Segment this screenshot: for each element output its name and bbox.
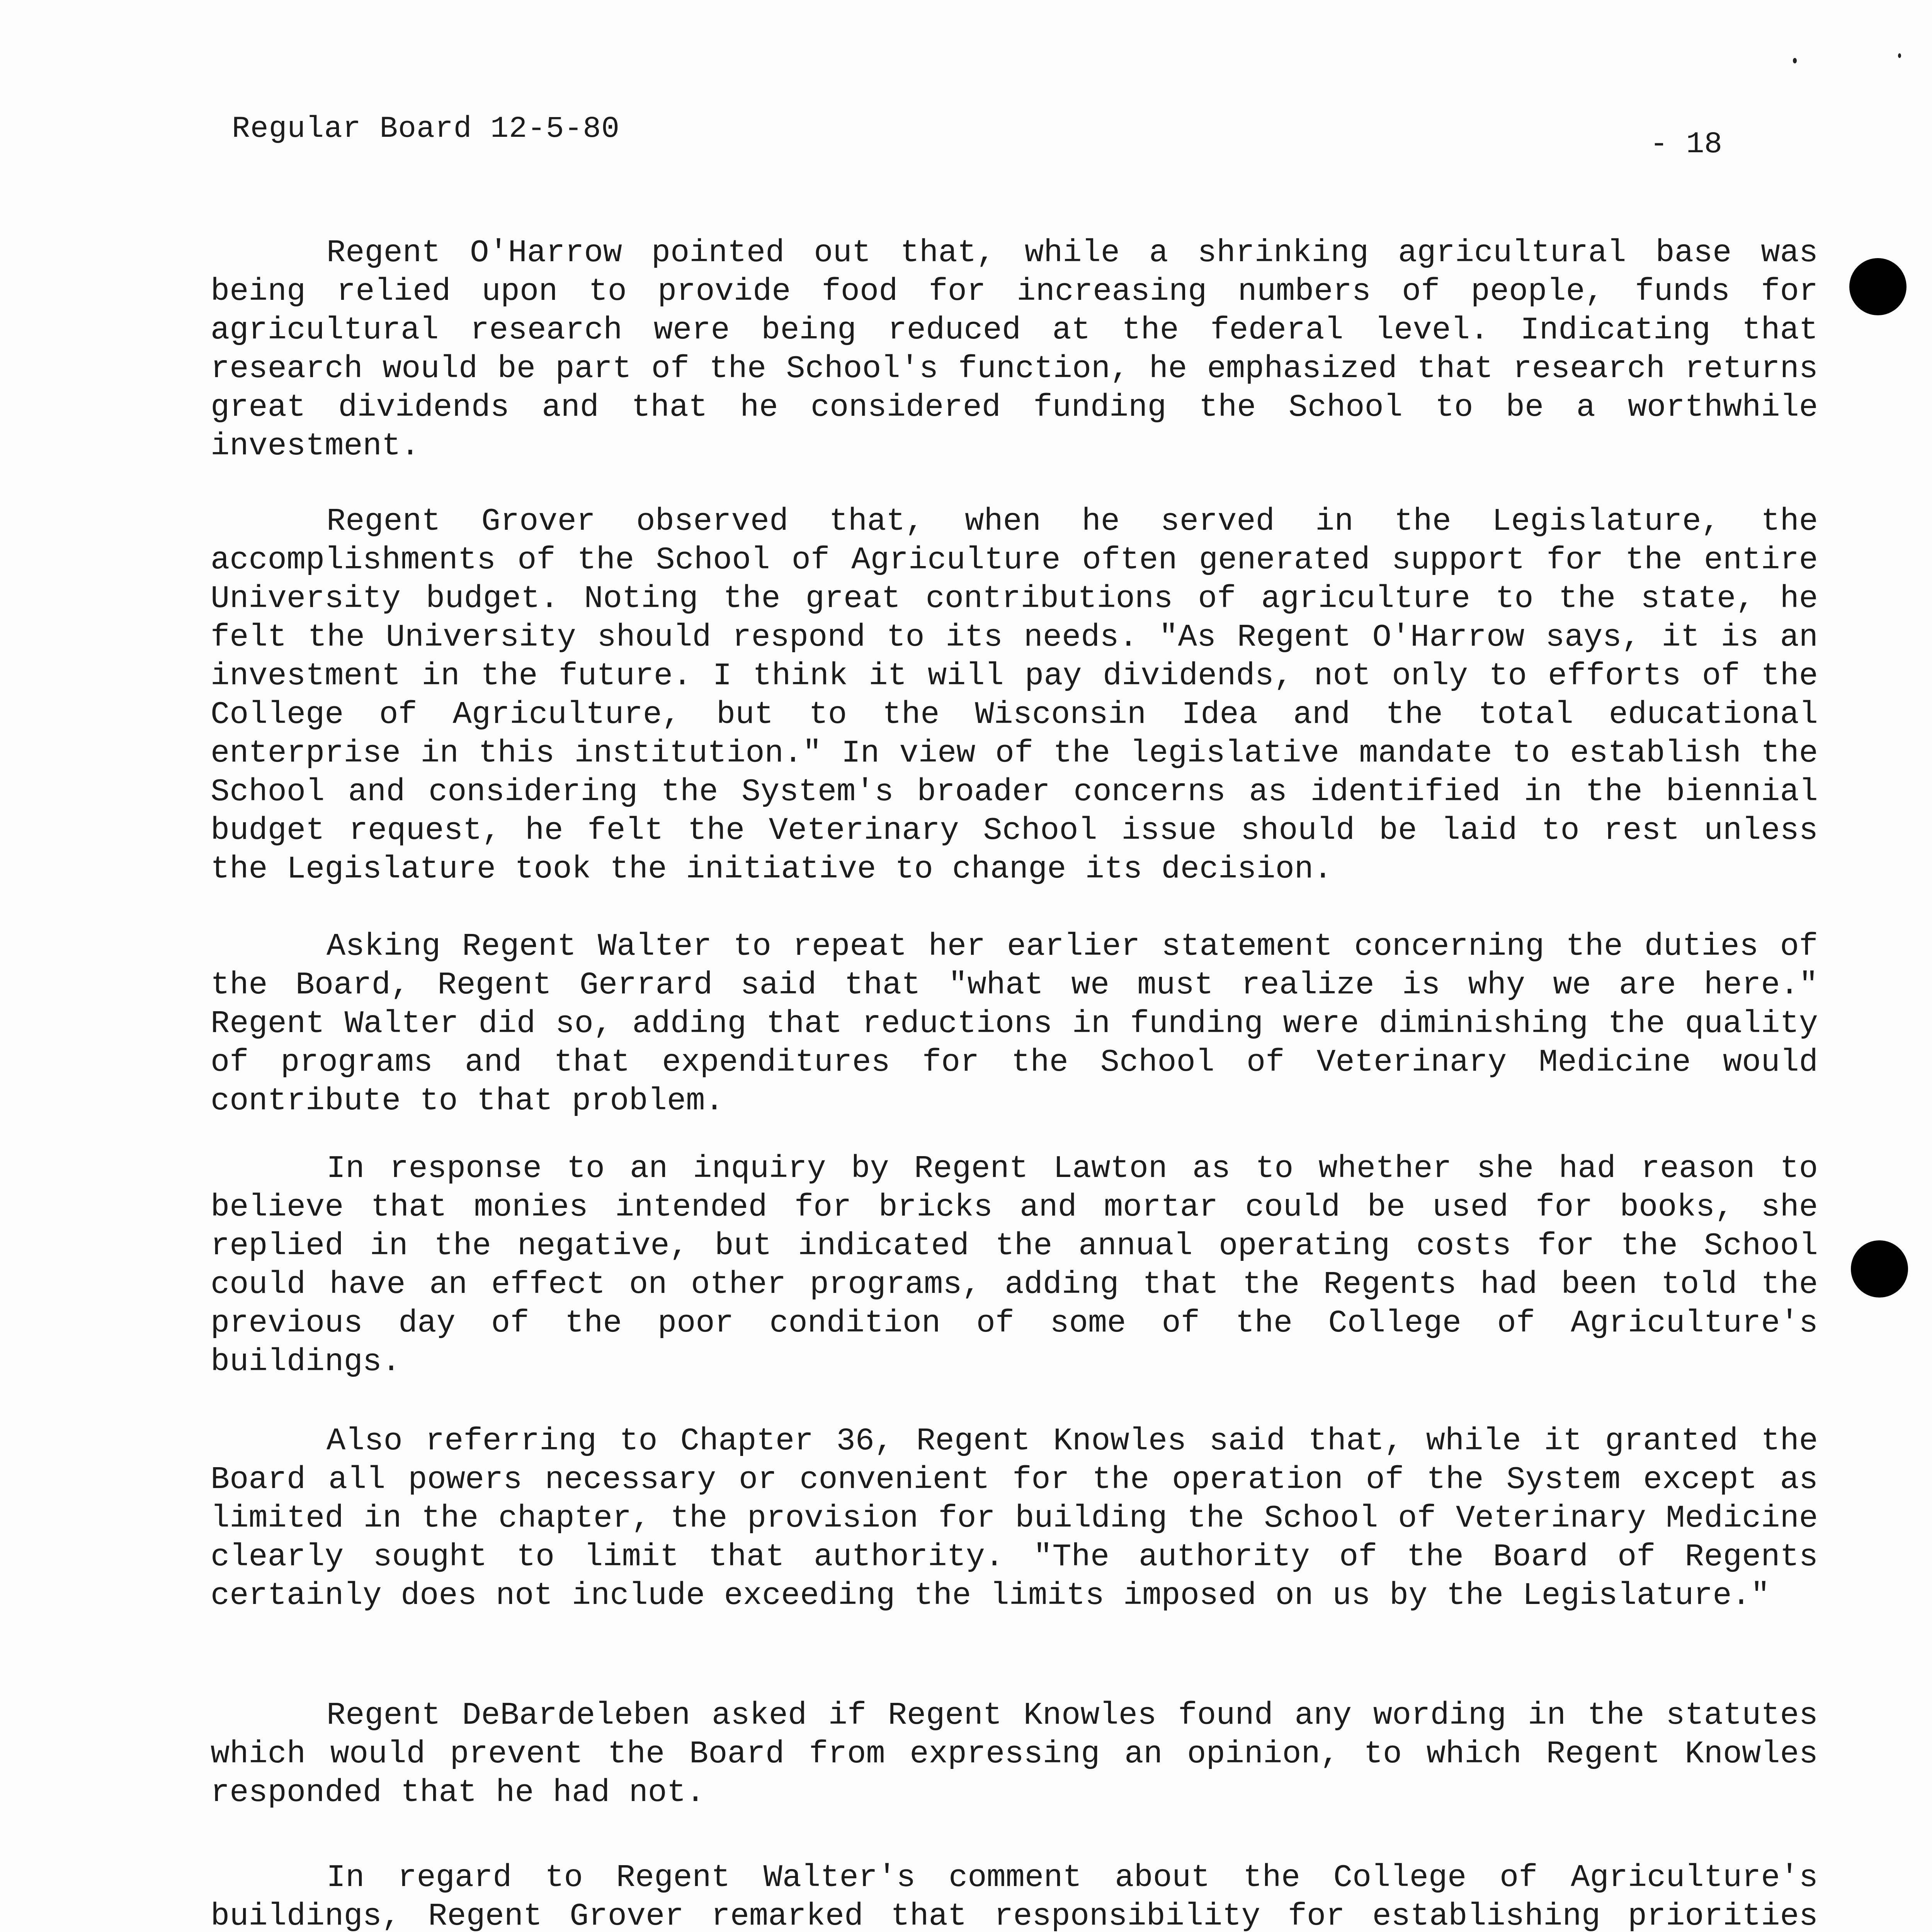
paragraph-3: Asking Regent Walter to repeat her earlier statement concerning the duties of the Board, Regent Gerrard said that "what we must realize is why we are here." Regent Walter did so, adding that reductions in funding were diminishing the quality of programs and that expenditures for the School of Veterinary Medicine would contribute to that problem. bbox=[211, 929, 1818, 1119]
page-number: - 18 bbox=[1650, 128, 1723, 162]
binder-hole-icon bbox=[1851, 1240, 1908, 1298]
paragraph-2: Regent Grover observed that, when he served in the Legislature, the accomplishments of the School of Agriculture often generated support for the entire University budget. Noting the great contributions of agriculture to the state, he felt the University should respond to its needs. "As Regent O'Harrow says, it is an investment in the future. I think it will pay dividends, not only to efforts of the College of Agriculture, but to the Wisconsin Idea and the total educational enterprise in this institution." In view of the legislative mandate to establish the School and considering the System's broader concerns as identified in the biennial budget request, he felt the Veterinary School issue should be laid to rest unless the Legislature took the initiative to change its decision. bbox=[211, 503, 1818, 887]
binder-hole-icon bbox=[1849, 258, 1906, 315]
paragraph-4: In response to an inquiry by Regent Lawton as to whether she had reason to believe that monies intended for bricks and mortar could be used for books, she replied in the negative, but indicated the annual operating costs for the School could have an effect on other programs, adding that the Regents had been told the previous day of the poor condition of some of the College of Agriculture's buildings. bbox=[211, 1151, 1818, 1380]
scan-speck bbox=[1898, 53, 1901, 58]
page-header-title: Regular Board 12-5-80 bbox=[232, 112, 620, 146]
paragraph-5: Also referring to Chapter 36, Regent Knowles said that, while it granted the Board all powers necessary or convenient for the operation of the System except as limited in the chapter, the provision for building the School of Veterinary Medicine clearly sought to limit that authority. "The authority of the Board of Regents certainly does not include exceeding the limits imposed on us by the Legislature." bbox=[211, 1423, 1818, 1614]
paragraph-6: Regent DeBardeleben asked if Regent Knowles found any wording in the statutes which would prevent the Board from expressing an opinion, to which Regent Knowles responded that he had not. bbox=[211, 1697, 1818, 1811]
paragraph-1: Regent O'Harrow pointed out that, while a shrinking agricultural base was being relied upon to provide food for increasing numbers of people, funds for agricultural research were being reduced at the federal level. Indicating that research would be part of the School's function, he emphasized that research returns great dividends and that he considered funding the School to be a worthwhile investment. bbox=[211, 235, 1818, 464]
scan-speck bbox=[1793, 58, 1797, 63]
paragraph-7: In regard to Regent Walter's comment about the College of Agriculture's buildings, Regent Grover remarked that responsibility for establishing priorities bbox=[211, 1860, 1818, 1932]
